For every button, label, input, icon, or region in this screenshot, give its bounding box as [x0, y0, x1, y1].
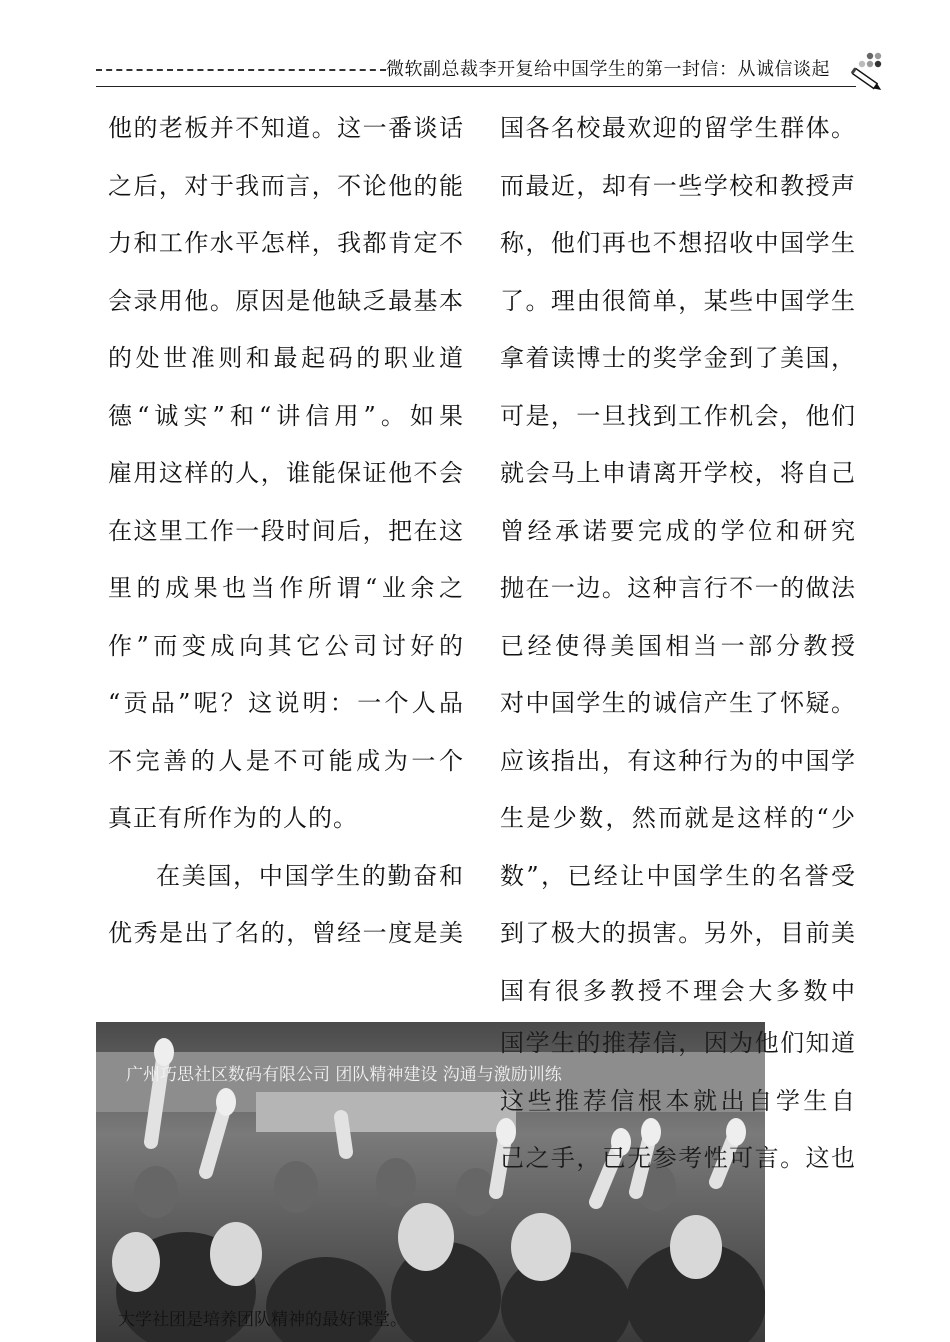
pencil-icon	[848, 50, 888, 92]
text-line: 这些推荐信根本就出自学生自	[500, 1086, 856, 1115]
text-line: 德“诚实”和“讲信用”。如果	[108, 401, 464, 430]
text-line: 会录用他。原因是他缺乏最基本	[108, 286, 464, 315]
text-line: 而最近，却有一些学校和教授声	[500, 171, 856, 200]
text-line: 对中国学生的诚信产生了怀疑。	[500, 689, 856, 717]
text-line: 拿着读博士的奖学金到了美国，	[500, 344, 856, 372]
text-line: 国各名校最欢迎的留学生群体。	[500, 114, 856, 142]
running-title: 微软副总裁李开复给中国学生的第一封信：从诚信谈起	[386, 59, 830, 80]
text-line: 曾经承诺要完成的学位和研究	[500, 516, 856, 545]
text-line: 国学生的推荐信，因为他们知道	[500, 1029, 856, 1057]
text-line: 生是少数，然而就是这样的“少	[500, 804, 856, 832]
text-line: 国有很多教授不理会大多数中	[500, 976, 856, 1005]
text-line: 称，他们再也不想招收中国学生	[500, 229, 856, 257]
text-line: 就会马上申请离开学校，将自己	[500, 459, 856, 487]
photo-caption: 大学社团是培养团队精神的最好课堂。	[118, 1310, 407, 1330]
text-line: 的处世准则和最起码的职业道	[108, 344, 464, 372]
text-line: 不完善的人是不可能成为一个	[108, 746, 464, 775]
header-dashed-rule	[96, 69, 386, 71]
text-line: 作”而变成向其它公司讨好的	[108, 631, 464, 660]
text-line: 了。理由很简单，某些中国学生	[500, 286, 856, 315]
text-line: 抛在一边。这种言行不一的做法	[500, 574, 856, 602]
page-header	[96, 56, 886, 96]
photo-banner-text: 广州巧思社区数码有限公司 团队精神建设 沟通与激励训练	[126, 1065, 562, 1085]
text-line: 已经使得美国相当一部分教授	[500, 631, 856, 660]
text-line: 在这里工作一段时间后，把在这	[108, 516, 464, 545]
text-line: 真正有所作为的人的。	[108, 804, 358, 832]
text-line: 应该指出，有这种行为的中国学	[500, 746, 856, 775]
text-line: “贡品”呢？这说明：一个人品	[108, 689, 464, 717]
text-line: 优秀是出了名的，曾经一度是美	[108, 919, 464, 947]
text-line: 数”，已经让中国学生的名誉受	[500, 861, 856, 890]
text-line: 可是，一旦找到工作机会，他们	[500, 401, 856, 430]
left-text-column	[108, 100, 464, 963]
right-text-overlay	[500, 1015, 856, 1188]
text-line: 力和工作水平怎样，我都肯定不	[108, 229, 464, 257]
text-line: 之后，对于我而言，不论他的能	[108, 171, 464, 200]
text-line: 到了极大的损害。另外，目前美	[500, 919, 856, 947]
header-rule	[96, 86, 856, 87]
text-line: 雇用这样的人，谁能保证他不会	[108, 459, 464, 487]
text-line: 他的老板并不知道。这一番谈话	[108, 114, 464, 142]
text-line: 己之手，已无参考性可言。这也	[500, 1144, 856, 1172]
text-line: 在美国，中国学生的勤奋和	[156, 861, 464, 890]
right-text-column	[500, 100, 856, 1020]
text-line: 里的成果也当作所谓“业余之	[108, 574, 464, 602]
